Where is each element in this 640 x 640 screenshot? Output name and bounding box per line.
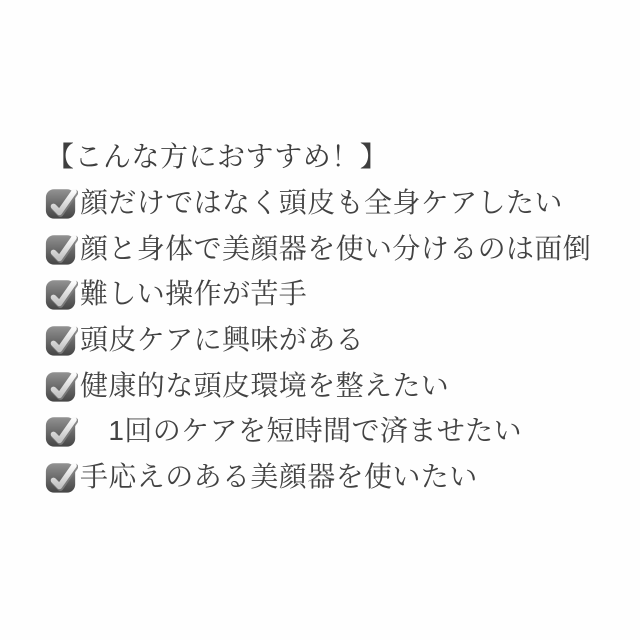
checked-checkbox-icon bbox=[44, 369, 78, 403]
checklist-item bbox=[44, 408, 591, 454]
checklist-item-text: 顔だけではなく頭皮も全身ケアしたい bbox=[80, 186, 563, 218]
checked-checkbox-icon bbox=[44, 232, 78, 266]
checklist-item bbox=[44, 454, 591, 500]
checklist-item-text: 頭皮ケアに興味がある bbox=[80, 323, 365, 355]
checked-checkbox-icon bbox=[44, 186, 78, 220]
checklist-item-text: 健康的な頭皮環境を整えたい bbox=[80, 369, 450, 401]
checklist-item-text: 難しい操作が苦手 bbox=[80, 278, 308, 310]
checklist-item bbox=[44, 271, 591, 317]
checked-checkbox-icon bbox=[44, 460, 78, 494]
page-title: 【こんな方におすすめ！】 bbox=[46, 141, 389, 172]
checklist-item-text: 1回のケアを短時間で済ませたい bbox=[80, 415, 522, 447]
checklist-item bbox=[44, 317, 591, 363]
checklist-item-text: 手応えのある美顔器を使いたい bbox=[80, 460, 478, 492]
recommendation-panel bbox=[44, 134, 591, 500]
checked-checkbox-icon bbox=[44, 323, 78, 357]
checklist-item bbox=[44, 180, 591, 226]
checked-checkbox-icon bbox=[44, 414, 78, 448]
checklist-item-text: 顔と身体で美顔器を使い分けるのは面倒 bbox=[80, 232, 592, 264]
checklist-item bbox=[44, 226, 591, 272]
checked-checkbox-icon bbox=[44, 277, 78, 311]
checklist-item bbox=[44, 363, 591, 409]
